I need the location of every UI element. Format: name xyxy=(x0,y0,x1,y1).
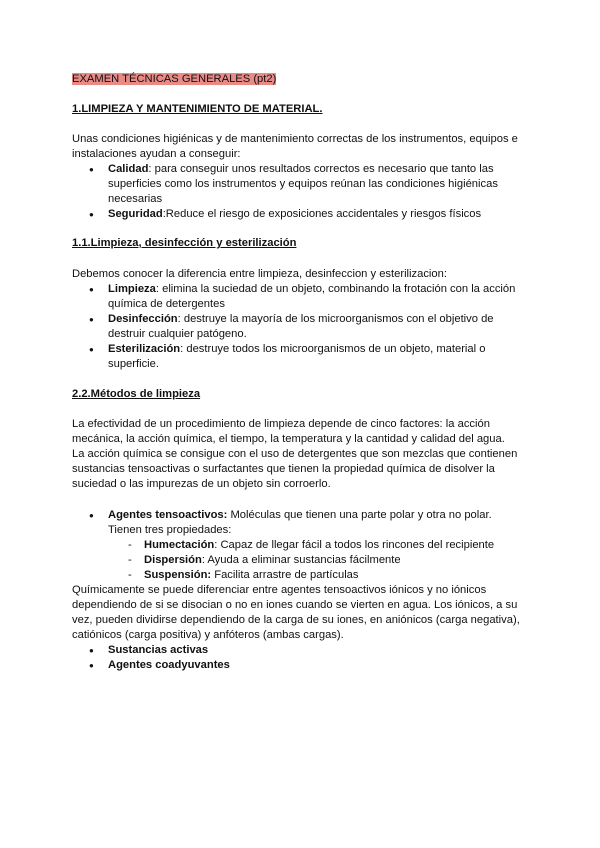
list-item-term: Desinfección xyxy=(108,313,178,325)
list-item-text: : elimina la suciedad de un objeto, combinando la frotación con la acción química de detergentes xyxy=(108,283,516,310)
list-item-text: : para conseguir unos resultados correctos es necesario que tanto las superficies como los instrumentos y equipos reúnan las condiciones higiénicas necesarias xyxy=(108,163,498,205)
section-1-intro: Unas condiciones higiénicas y de mantenimiento correctas de los instrumentos, equipos e instalaciones ayudan a conseguir: xyxy=(72,133,518,160)
property-term: Dispersión xyxy=(144,554,202,566)
list-item xyxy=(72,508,524,583)
list-item xyxy=(72,282,524,312)
list-item-term: Esterilización xyxy=(108,343,181,355)
list-item-term: Sustancias activas xyxy=(108,644,209,656)
list-item-term: Calidad xyxy=(108,163,149,175)
list-item xyxy=(72,207,524,222)
property-text: Facilita arrastre de partículas xyxy=(211,569,359,581)
list-item xyxy=(72,162,524,207)
list-item-text: : destruye todos los microorganismos de un objeto, material o superficie. xyxy=(108,343,486,370)
list-item xyxy=(72,643,524,658)
section-1-1-heading: 1.1.Limpieza, desinfección y esterilización xyxy=(72,237,297,249)
section-2-2-paragraph-1: La efectividad de un procedimiento de limpieza depende de cinco factores: la acción mecánica, la acción química, el tiempo, la temperatura y la cantidad y calidad del agua. xyxy=(72,418,505,445)
document-title-line xyxy=(72,72,524,87)
list-item-text: : destruye la mayoría de los microorganismos con el objetivo de destruir cualquier patógeno. xyxy=(108,313,494,340)
property-item xyxy=(108,553,524,568)
property-term: Humectación xyxy=(144,539,215,551)
property-text: : Capaz de llegar fácil a todos los rincones del recipiente xyxy=(214,539,495,551)
section-1-1-list xyxy=(72,282,524,372)
section-2-2-paragraph-3: Químicamente se puede diferenciar entre agentes tensoactivos iónicos y no iónicos dependiendo de si se disocian o no en iones cuando se vierten en agua. Los iónicos, a su vez, pueden dividirse dependiendo de la carga de su iones, en aniónicos (carga negativa), catiónicos (carga positiva) y anfóteros (ambas cargas). xyxy=(72,584,520,641)
properties-list xyxy=(108,538,524,583)
section-2-2-heading: 2.2.Métodos de limpieza xyxy=(72,388,201,400)
document-title: EXAMEN TÉCNICAS GENERALES (pt2) xyxy=(72,73,277,85)
agents-list xyxy=(72,508,524,583)
property-term: Suspensión: xyxy=(144,569,212,581)
list-item-text: :Reduce el riesgo de exposiciones accidentales y riesgos físicos xyxy=(162,208,482,220)
section-1-list xyxy=(72,162,524,222)
list-item xyxy=(72,342,524,372)
property-item xyxy=(108,538,524,553)
document-body xyxy=(72,72,524,673)
property-text: : Ayuda a eliminar sustancias fácilmente xyxy=(201,554,401,566)
list-item-text: Moléculas que tienen una parte polar y otra no polar. Tienen tres propiedades: xyxy=(108,509,492,536)
section-1-1-intro: Debemos conocer la diferencia entre limpieza, desinfeccion y esterilizacion: xyxy=(72,268,447,280)
list-item-term: Seguridad xyxy=(108,208,163,220)
property-item xyxy=(108,568,524,583)
list-item xyxy=(72,312,524,342)
list-item-term: Limpieza xyxy=(108,283,156,295)
list-item-term: Agentes tensoactivos: xyxy=(108,509,228,521)
final-list xyxy=(72,643,524,673)
section-2-2-paragraph-2: La acción química se consigue con el uso de detergentes que son mezclas que contienen sustancias tensoactivas o surfactantes que tienen la propiedad química de disolver la suciedad o las impurezas de un objeto sin corroerlo. xyxy=(72,448,518,490)
list-item xyxy=(72,658,524,673)
list-item-term: Agentes coadyuvantes xyxy=(108,659,230,671)
section-1-heading: 1.LIMPIEZA Y MANTENIMIENTO DE MATERIAL. xyxy=(72,103,323,115)
